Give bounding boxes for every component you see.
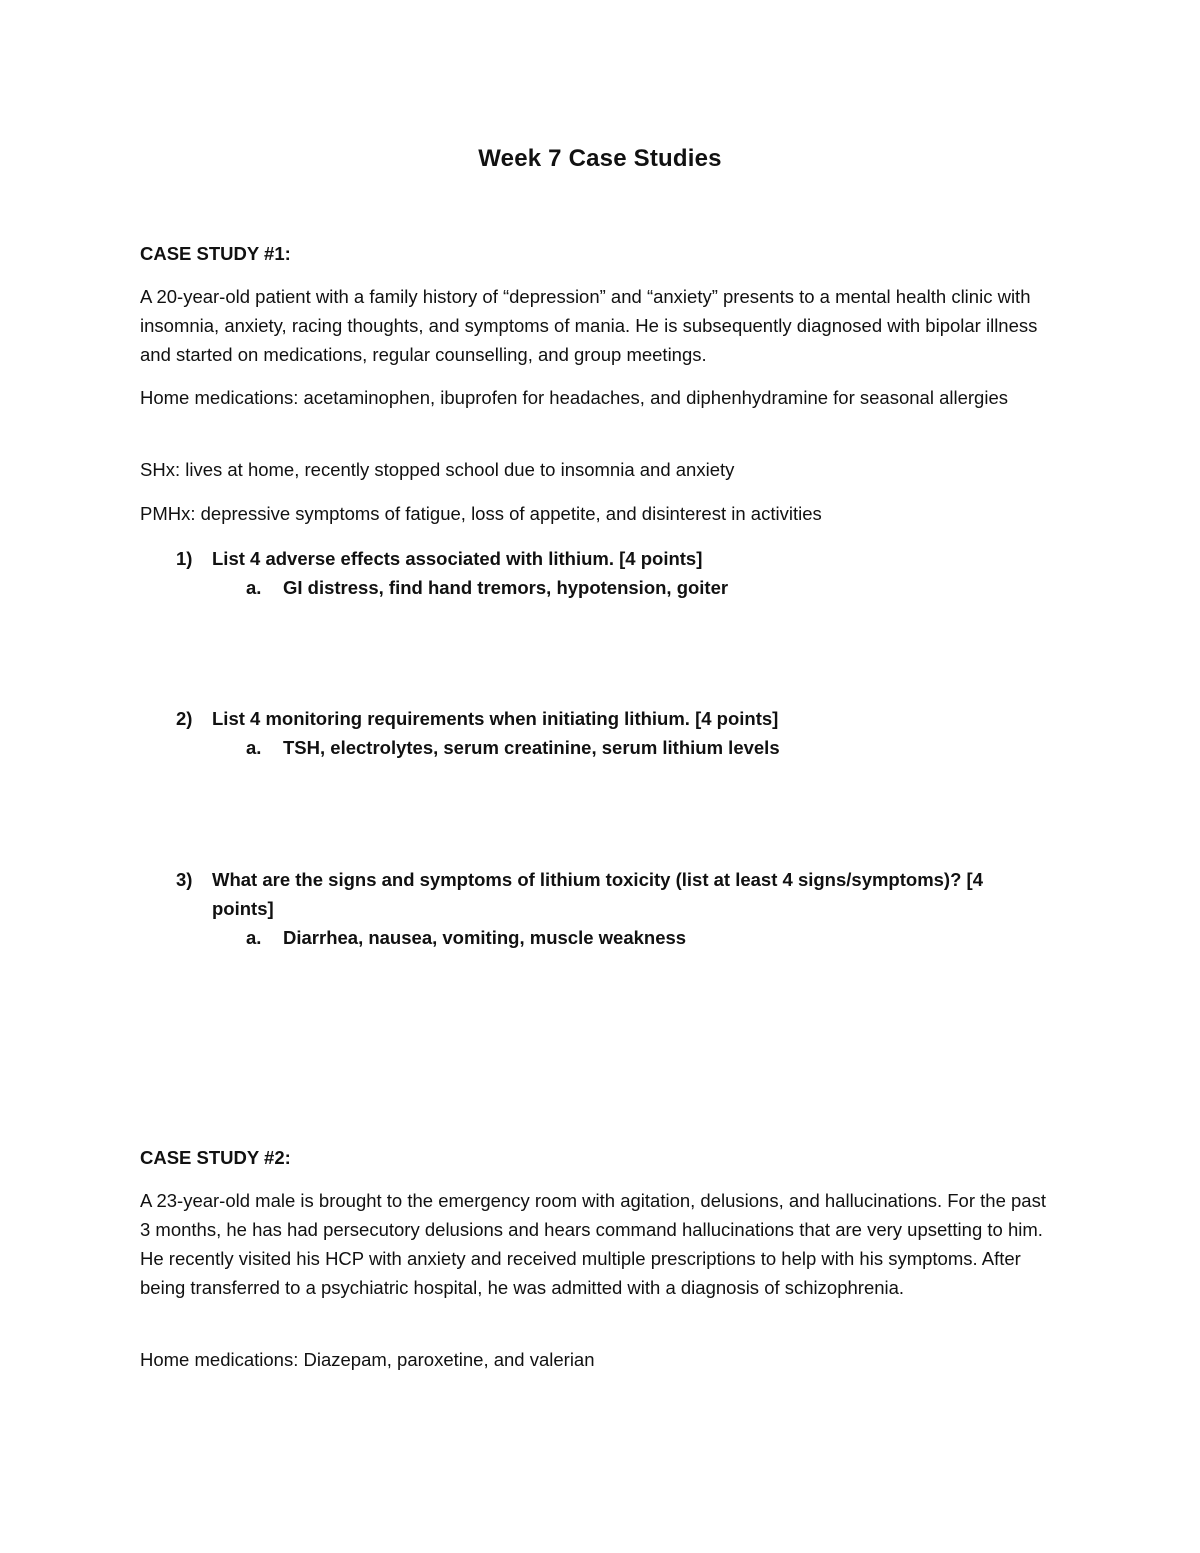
question-2-number: 2) (176, 708, 193, 729)
case-study-2-home-medications: Home medications: Diazepam, paroxetine, and valerian (140, 1349, 595, 1370)
page-title: Week 7 Case Studies (478, 145, 722, 172)
answer-2-text: TSH, electrolytes, serum creatinine, serum lithium levels (283, 737, 780, 758)
answer-1-letter: a. (246, 577, 262, 598)
case-study-1-social-history: SHx: lives at home, recently stopped school due to insomnia and anxiety (140, 459, 735, 480)
answer-3-letter: a. (246, 927, 262, 948)
case-study-2-heading: CASE STUDY #2: (140, 1147, 291, 1168)
question-3-number: 3) (176, 869, 193, 890)
case-study-1-home-medications: Home medications: acetaminophen, ibuprofen for headaches, and diphenhydramine for seasonal allergies (140, 387, 1008, 408)
answer-3-text: Diarrhea, nausea, vomiting, muscle weakness (283, 927, 687, 948)
question-2-text: List 4 monitoring requirements when initiating lithium. [4 points] (212, 708, 779, 729)
case-study-1-past-medical-history: PMHx: depressive symptoms of fatigue, loss of appetite, and disinterest in activities (140, 503, 822, 524)
question-3-text: What are the signs and symptoms of lithium toxicity (list at least 4 signs/symptoms)? [4 points] (212, 869, 983, 919)
answer-1-text: GI distress, find hand tremors, hypotension, goiter (283, 577, 729, 598)
case-study-2-intro: A 23-year-old male is brought to the emergency room with agitation, delusions, and hallucinations. For the past 3 months, he has had persecutory delusions and hears command hallucinations that are very upsetting to him. He recently visited his HCP with anxiety and received multiple prescriptions to help with his symptoms. After being transferred to a psychiatric hospital, he was admitted with a diagnosis of schizophrenia. (140, 1190, 1046, 1298)
question-1-text: List 4 adverse effects associated with lithium. [4 points] (212, 548, 703, 569)
case-study-1-intro: A 20-year-old patient with a family history of “depression” and “anxiety” presents to a mental health clinic with insomnia, anxiety, racing thoughts, and symptoms of mania. He is subsequently diagnosed with bipolar illness and started on medications, regular counselling, and group meetings. (140, 286, 1038, 365)
case-study-1-heading: CASE STUDY #1: (140, 243, 291, 264)
answer-2-letter: a. (246, 737, 262, 758)
question-1-number: 1) (176, 548, 193, 569)
